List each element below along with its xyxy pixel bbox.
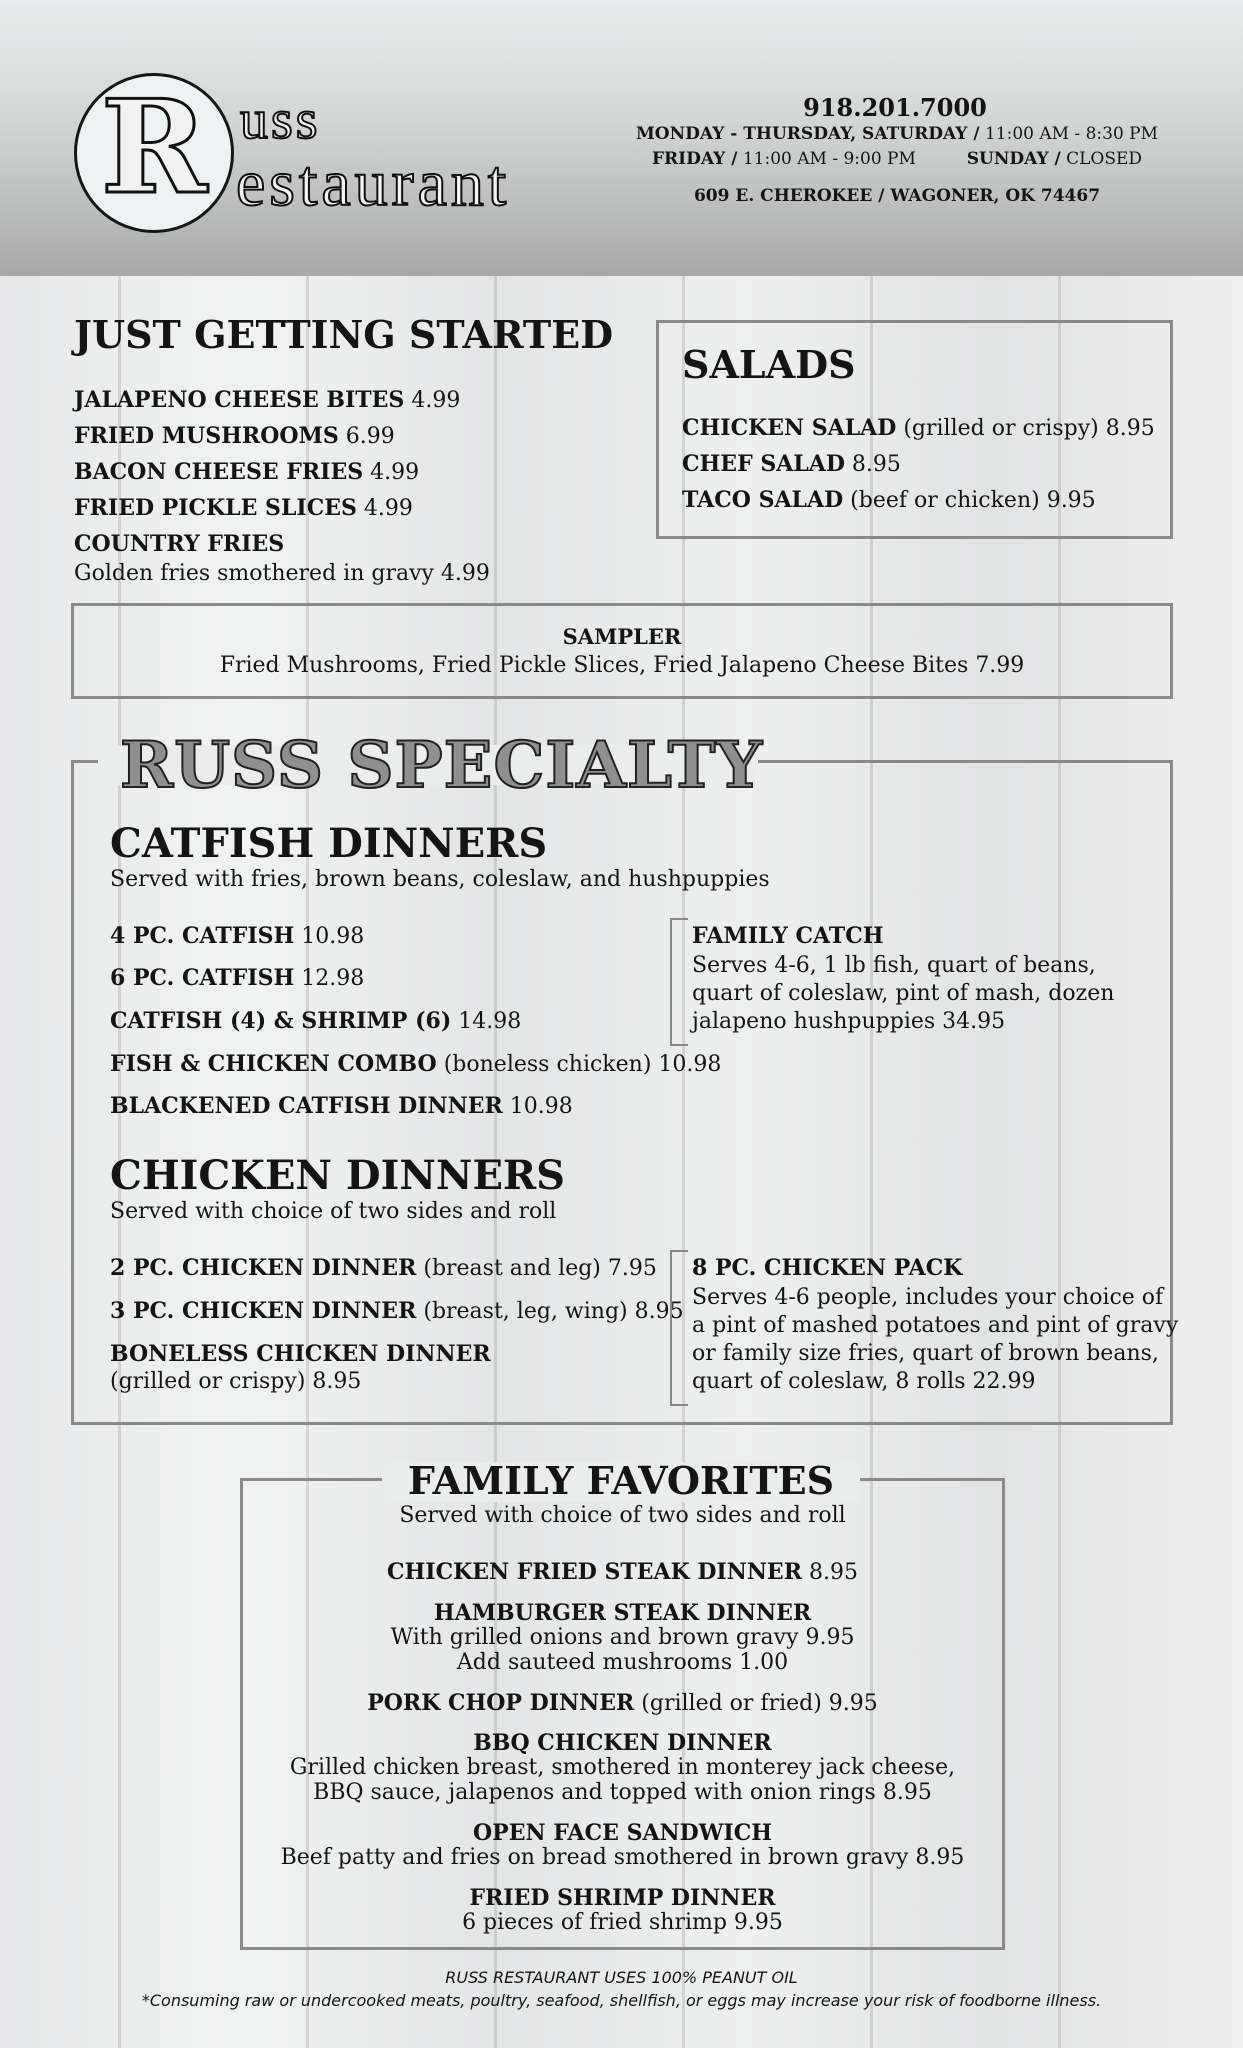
list-item: 4 PC. CATFISH 10.98: [110, 923, 365, 949]
list-item: FRIED SHRIMP DINNER: [469, 1885, 776, 1911]
chicken-pack-line: quart of coleslaw, 8 rolls 22.99: [692, 1369, 1036, 1394]
item-description: Golden fries smothered in gravy 4.99: [74, 561, 490, 586]
chicken-pack-name: 8 PC. CHICKEN PACK: [692, 1255, 963, 1281]
list-item: CATFISH (4) & SHRIMP (6) 14.98: [110, 1008, 522, 1034]
family-catch-bracket: [670, 918, 688, 1046]
hours-line-2: [622, 149, 1172, 169]
list-item: BLACKENED CATFISH DINNER 10.98: [110, 1093, 573, 1119]
header-banner: [0, 0, 1243, 276]
list-item: FISH & CHICKEN COMBO (boneless chicken) 10.98: [110, 1051, 722, 1077]
logo-letter: R: [100, 73, 208, 223]
chicken-pack-line: a pint of mashed potatoes and pint of gravy: [692, 1313, 1179, 1338]
family-catch-line: jalapeno hushpuppies 34.95: [692, 1009, 1006, 1034]
logo-text-uss: uss: [240, 89, 321, 151]
footer-disclaimer: *Consuming raw or undercooked meats, poultry, seafood, shellfish, or eggs may increase your risk of foodborne illness.: [141, 1991, 1102, 2010]
hours-days-2: FRIDAY /: [651, 149, 738, 169]
list-item: TACO SALAD (beef or chicken) 9.95: [682, 487, 1096, 513]
starters-title: JUST GETTING STARTED: [74, 312, 614, 357]
list-item: BONELESS CHICKEN DINNER: [110, 1341, 491, 1367]
sampler-title: SAMPLER: [562, 624, 682, 649]
hours-time-1: 11:00 AM - 8:30 PM: [984, 124, 1159, 144]
hours-line-1: [622, 124, 1172, 144]
sampler-description: Fried Mushrooms, Fried Pickle Slices, Fried Jalapeno Cheese Bites 7.99: [219, 653, 1025, 678]
list-item: BACON CHEESE FRIES 4.99: [74, 459, 420, 485]
chicken-pack-line: or family size fries, quart of brown beans,: [692, 1341, 1159, 1366]
family-catch-name: FAMILY CATCH: [692, 923, 884, 949]
list-item: 2 PC. CHICKEN DINNER (breast and leg) 7.95: [110, 1255, 657, 1281]
logo-badge: [74, 73, 234, 233]
list-item: 3 PC. CHICKEN DINNER (breast, leg, wing) 8.95: [110, 1298, 684, 1324]
list-item: CHICKEN FRIED STEAK DINNER 8.95: [387, 1559, 858, 1585]
item-description: Beef patty and fries on bread smothered in brown gravy 8.95: [280, 1845, 965, 1870]
list-item: FRIED PICKLE SLICES 4.99: [74, 495, 413, 521]
list-item: BBQ CHICKEN DINNER: [473, 1730, 772, 1756]
chicken-title: CHICKEN DINNERS: [110, 1152, 566, 1199]
family-catch-line: Serves 4-6, 1 lb fish, quart of beans,: [692, 953, 1096, 978]
family-catch-line: quart of coleslaw, pint of mash, dozen: [692, 981, 1115, 1006]
list-item: OPEN FACE SANDWICH: [472, 1820, 773, 1846]
list-item: FRIED MUSHROOMS 6.99: [74, 423, 395, 449]
list-item: PORK CHOP DINNER (grilled or fried) 9.95: [367, 1690, 878, 1716]
item-description: Add sauteed mushrooms 1.00: [456, 1650, 789, 1675]
list-item: JALAPENO CHEESE BITES 4.99: [74, 387, 461, 413]
item-description: With grilled onions and brown gravy 9.95: [390, 1625, 855, 1650]
hours-time-3: CLOSED: [1066, 149, 1143, 169]
hours-days-1: MONDAY - THURSDAY, SATURDAY /: [635, 124, 980, 144]
list-item: 6 PC. CATFISH 12.98: [110, 965, 365, 991]
item-description: BBQ sauce, jalapenos and topped with onion rings 8.95: [313, 1780, 932, 1805]
item-description: Grilled chicken breast, smothered in monterey jack cheese,: [289, 1755, 956, 1780]
chicken-pack-bracket: [670, 1250, 688, 1406]
specialty-title: RUSS SPECIALTY: [120, 728, 764, 803]
favorites-subtitle: Served with choice of two sides and roll: [399, 1503, 846, 1528]
chicken-pack-line: Serves 4-6 people, includes your choice of: [692, 1285, 1164, 1310]
sampler-box: [71, 603, 1173, 699]
item-description: 6 pieces of fried shrimp 9.95: [462, 1910, 783, 1935]
list-item: CHICKEN SALAD (grilled or crispy) 8.95: [682, 415, 1155, 441]
catfish-subtitle: Served with fries, brown beans, coleslaw, and hushpuppies: [110, 867, 770, 892]
hours-time-2: 11:00 AM - 9:00 PM: [742, 149, 916, 169]
phone-number: 918.201.7000: [803, 93, 987, 122]
item-description: (grilled or crispy) 8.95: [110, 1369, 362, 1394]
salads-title: SALADS: [682, 342, 856, 387]
logo-text-estaurant: estaurant: [236, 147, 511, 220]
chicken-subtitle: Served with choice of two sides and roll: [110, 1199, 557, 1224]
list-item: CHEF SALAD 8.95: [682, 451, 901, 477]
address: 609 E. CHEROKEE / WAGONER, OK 74467: [693, 186, 1101, 206]
list-item: HAMBURGER STEAK DINNER: [433, 1600, 812, 1626]
list-item: COUNTRY FRIES: [74, 531, 285, 557]
footer-peanut-oil: RUSS RESTAURANT USES 100% PEANUT OIL: [445, 1968, 798, 1987]
hours-days-3: SUNDAY /: [966, 149, 1061, 169]
favorites-title: FAMILY FAVORITES: [407, 1458, 835, 1503]
catfish-title: CATFISH DINNERS: [110, 820, 548, 867]
